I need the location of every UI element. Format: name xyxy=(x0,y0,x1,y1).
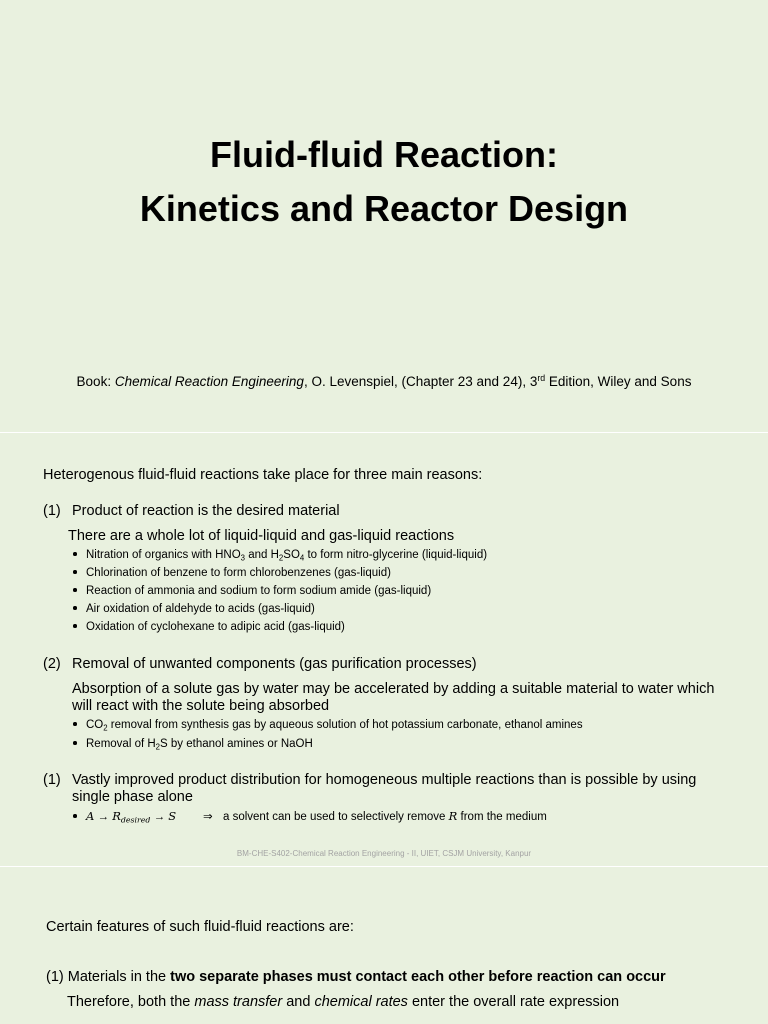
intermediate-symbol: R xyxy=(112,809,121,823)
reason-2-description-line-2: will react with the solute being absorbed xyxy=(72,698,330,714)
edition-ordinal-suffix: rd xyxy=(537,373,546,384)
bullet-text: S by ethanol amines or NaOH xyxy=(160,738,313,750)
bullet-item xyxy=(73,548,487,562)
bullet-text: and H xyxy=(245,549,279,561)
bullet-text: Removal of H xyxy=(86,738,156,750)
feature-lead-text: (1) Materials in the xyxy=(46,969,171,985)
bullet-item xyxy=(73,602,315,616)
bullet-marker xyxy=(73,722,77,726)
feature-1-detail xyxy=(67,993,619,1011)
reason-heading-text: Vastly improved product distribution for homogeneous multiple reactions than is possible by using xyxy=(72,772,697,788)
detail-italic-text: chemical rates xyxy=(314,994,408,1010)
bullet-text: Reaction of ammonia and sodium to form sodium amide (gas-liquid) xyxy=(86,585,432,597)
intermediate-subscript: desired xyxy=(120,815,151,825)
equation-bullet-item xyxy=(73,809,547,824)
reason-2-description-line-1: Absorption of a solute gas by water may be accelerated by adding a suitable material to water which xyxy=(72,681,715,697)
subscript: 3 xyxy=(240,553,246,563)
reason-number: (1) xyxy=(43,772,61,788)
bullet-item xyxy=(73,584,431,598)
reason-3-heading-line-1 xyxy=(43,771,696,789)
bullet-text: Oxidation of cyclohexane to adipic acid (gas-liquid) xyxy=(86,621,345,633)
reason-2-heading xyxy=(43,655,477,673)
detail-text: Therefore, both the xyxy=(67,994,195,1010)
bullet-marker xyxy=(73,588,77,592)
bullet-text: a solvent can be used to selectively remove xyxy=(223,811,449,823)
reaction-arrow: → xyxy=(94,811,113,823)
content-slide-features xyxy=(0,867,768,1024)
book-publisher: Edition, Wiley and Sons xyxy=(545,374,692,389)
slide-footer: BM-CHE-S402-Chemical Reaction Engineering - II, UIET, CSJM University, Kanpur xyxy=(236,849,532,858)
subscript: 2 xyxy=(278,553,284,563)
title-slide xyxy=(0,0,768,432)
book-title: Chemical Reaction Engineering xyxy=(114,374,304,389)
bullet-item xyxy=(73,566,391,580)
bullet-text: Nitration of organics with HNO xyxy=(86,549,241,561)
bullet-item xyxy=(73,620,345,634)
detail-italic-text: mass transfer xyxy=(194,994,283,1010)
bullet-marker xyxy=(73,606,77,610)
bullet-text: Air oxidation of aldehyde to acids (gas-liquid) xyxy=(86,603,315,615)
bullet-item xyxy=(73,718,583,732)
variable-symbol: R xyxy=(448,809,458,823)
bullet-text: CO xyxy=(86,719,104,731)
bullet-text: SO xyxy=(283,549,300,561)
reason-heading-text: Removal of unwanted components (gas purification processes) xyxy=(72,656,477,672)
book-details: , O. Levenspiel, (Chapter 23 and 24), 3 xyxy=(303,374,538,389)
detail-text: and xyxy=(282,994,315,1010)
bullet-marker xyxy=(73,814,77,818)
feature-emphasis-text: two separate phases must contact each other before reaction can occur xyxy=(170,969,666,985)
bullet-text: Chlorination of benzene to form chlorobenzenes (gas-liquid) xyxy=(86,567,391,579)
reason-1-heading xyxy=(43,502,340,520)
bullet-text: removal from synthesis gas by aqueous solution of hot potassium carbonate, ethanol amines xyxy=(107,719,583,731)
feature-1 xyxy=(46,968,666,986)
subscript: 2 xyxy=(103,723,108,733)
slide-title-line-2: Kinetics and Reactor Design xyxy=(139,188,629,229)
reaction-arrow: → xyxy=(150,811,169,823)
bullet-marker xyxy=(73,741,77,745)
reason-number: (1) xyxy=(43,503,61,519)
bullet-item xyxy=(73,737,313,751)
subscript: 4 xyxy=(299,553,305,563)
book-label: Book: xyxy=(76,374,115,389)
reason-number: (2) xyxy=(43,656,61,672)
bullet-marker xyxy=(73,624,77,628)
bullet-marker xyxy=(73,552,77,556)
reason-heading-text: Product of reaction is the desired material xyxy=(72,503,340,519)
content-slide-reasons xyxy=(0,433,768,866)
reason-1-description: There are a whole lot of liquid-liquid and gas-liquid reactions xyxy=(68,528,455,544)
bullet-marker xyxy=(73,570,77,574)
reason-3-heading-line-2: single phase alone xyxy=(72,789,193,805)
product-symbol: S xyxy=(168,809,177,823)
reaction-equation xyxy=(86,809,203,824)
bullet-text: to form nitro-glycerine (liquid-liquid) xyxy=(304,549,488,561)
reactant-symbol: A xyxy=(86,809,95,823)
book-reference xyxy=(0,373,768,391)
detail-text: enter the overall rate expression xyxy=(407,994,620,1010)
slide-title-line-1: Fluid-fluid Reaction: xyxy=(210,134,558,175)
bullet-text: from the medium xyxy=(457,811,547,823)
slide-intro: Certain features of such fluid-fluid reactions are: xyxy=(46,919,354,935)
slide-intro: Heterogenous fluid-fluid reactions take place for three main reasons: xyxy=(43,467,483,483)
subscript: 2 xyxy=(155,742,161,752)
implies-symbol: ⇒ xyxy=(203,811,213,823)
